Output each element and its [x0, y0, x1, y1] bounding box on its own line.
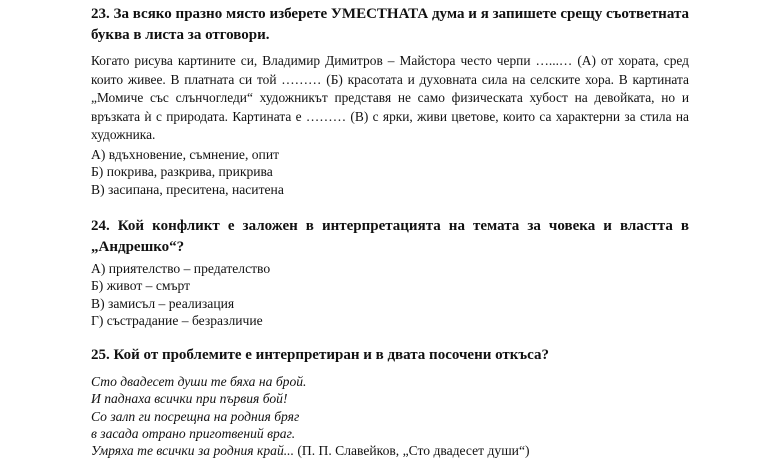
poem-line: Сто двадесет души те бяха на брой. — [91, 374, 307, 389]
question-23-title: 23. За всяко празно място изберете УМЕСТНАТА дума и я запишете срещу съответната буква в листа за отговори. — [91, 6, 689, 43]
option-b: Б) живот – смърт — [91, 278, 191, 294]
option-g: Г) състрадание – безразличие — [91, 312, 263, 328]
option-v: В) замисъл – реализация — [91, 295, 235, 311]
poem-line: в засада отрано приготвений враг. — [91, 425, 296, 441]
option-b: Б) покрива, разкрива, прикрива — [91, 164, 273, 180]
question-25-title: 25. Кой от проблемите е интерпретиран и в двата посочени откъса? — [91, 347, 550, 363]
poem-line: И паднаха всички при първия бой! — [91, 391, 288, 407]
option-a: А) вдъхновение, съмнение, опит — [91, 147, 280, 162]
question-24-options — [91, 260, 691, 329]
option-a: А) приятелство – предателство — [91, 261, 271, 276]
poem-attribution: (П. П. Славейков, „Сто двадесет души“) — [293, 443, 530, 459]
option-v: В) засипана, преситена, наситена — [91, 181, 284, 197]
poem-line: Со залп ги посрещна на родния бряг — [91, 408, 300, 424]
question-25-poem-excerpt — [91, 373, 701, 459]
question-23-options — [91, 146, 691, 198]
question-24-title: 24. Кой конфликт е заложен в интерпретацията на темата за човека и властта в „Андрешко“? — [91, 218, 689, 255]
poem-line: Умряха те всички за родния край... (П. П. Славейков, „Сто двадесет души“) — [91, 443, 530, 459]
question-23-passage: Когато рисува картините си, Владимир Димитров – Майстора често черпи …...… (А) от хората, сред които живее. В платната си той ……… (Б) красотата и духовната сила на селските хора. В картината „Момиче със слънчогледи“ художникът представя не само физическата хубост на девойката, но и връзката ѝ с природата. Картината е ……… (В) с ярки, живи цветове, които са характерни за стила на художника. — [91, 53, 689, 142]
